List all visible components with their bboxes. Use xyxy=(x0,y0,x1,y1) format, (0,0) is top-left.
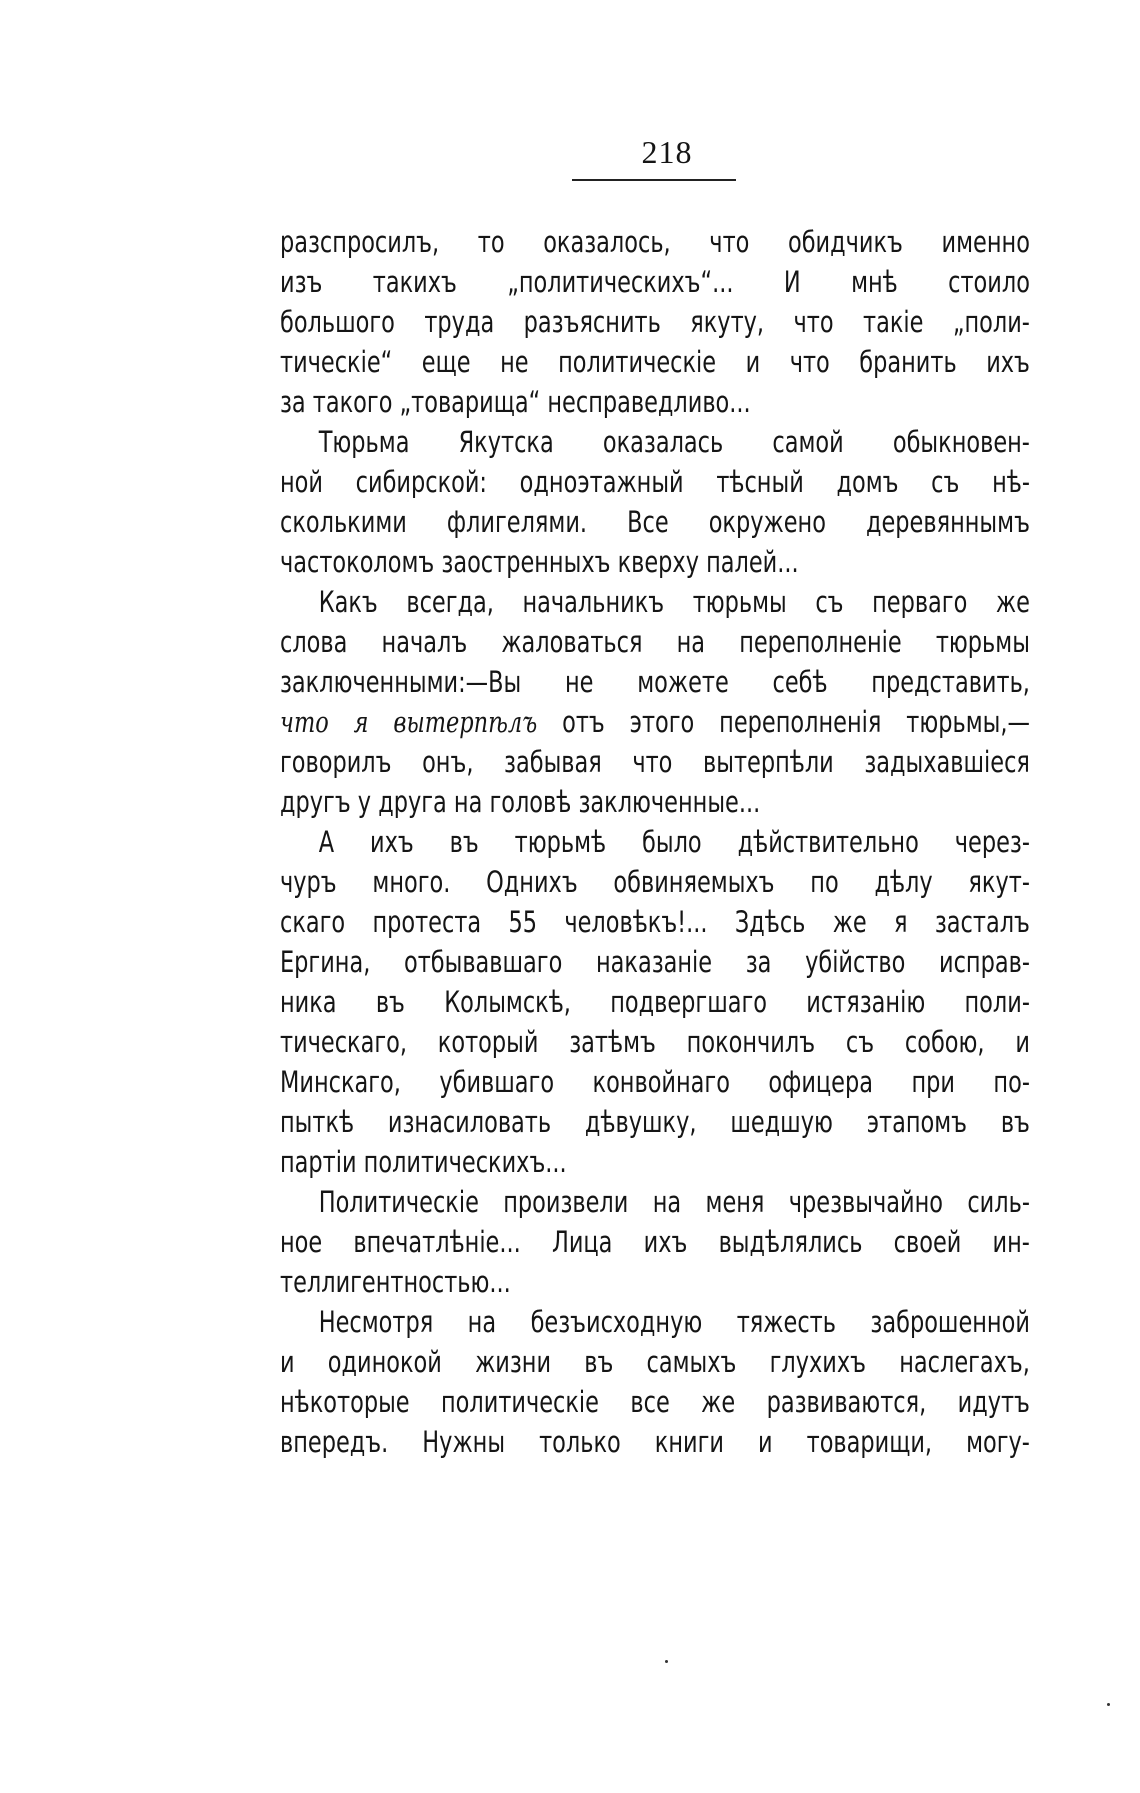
text-line: пыткѣ изнасиловать дѣвушку, шедшую этапомъ въ xyxy=(280,1105,1030,1139)
text-line: изъ такихъ „политическихъ“... И мнѣ стоило xyxy=(280,265,1030,299)
text-line: впередъ. Нужны только книги и товарищи, могу- xyxy=(280,1425,1030,1459)
text-line: тическаго, который затѣмъ покончилъ съ собою, и xyxy=(280,1025,1030,1059)
paper-speck xyxy=(1107,1703,1110,1706)
text-line: Тюрьма Якутска оказалась самой обыкновен- xyxy=(318,425,1030,459)
text-line: нѣкоторые политическіе все же развиваются, идутъ xyxy=(280,1385,1030,1419)
text-line: ника въ Колымскѣ, подвергшаго истязанію поли- xyxy=(280,985,1030,1019)
text-line: чуръ много. Однихъ обвиняемыхъ по дѣлу якут- xyxy=(280,865,1030,899)
page-number: 218 xyxy=(641,134,693,170)
text-line: большого труда разъяснить якуту, что такіе „поли- xyxy=(280,305,1030,339)
text-line: Какъ всегда, начальникъ тюрьмы съ перваго же xyxy=(318,585,1030,619)
text-line: другъ у друга на головѣ заключенные... xyxy=(280,785,761,819)
text-line-mixed xyxy=(280,702,1030,742)
text-line: разспросилъ, то оказалось, что обидчикъ именно xyxy=(280,225,1030,259)
text-line: сколькими флигелями. Все окружено деревяннымъ xyxy=(280,505,1030,539)
body-text xyxy=(280,222,1030,1462)
paper-speck xyxy=(665,1660,668,1663)
text-line: теллигентностью... xyxy=(280,1265,511,1299)
text-line: слова началъ жаловаться на переполненіе тюрьмы xyxy=(280,625,1030,659)
text-line: Политическіе произвели на меня чрезвычайно силь- xyxy=(318,1185,1030,1219)
text-line: Минскаго, убившаго конвойнаго офицера при по- xyxy=(280,1065,1030,1099)
text-line: партіи политическихъ... xyxy=(280,1145,567,1179)
text-line: заключенными:—Вы не можете себѣ представить, xyxy=(280,665,1030,699)
text-line: частоколомъ заостренныхъ кверху палей... xyxy=(280,545,799,579)
header-rule xyxy=(572,179,736,181)
text-line: скаго протеста 55 человѣкъ!... Здѣсь же я засталъ xyxy=(280,905,1030,939)
text-segment: отъ этого переполненія тюрьмы,— xyxy=(562,705,1030,739)
text-line: ное впечатлѣніе... Лица ихъ выдѣлялись своей ин- xyxy=(280,1225,1030,1259)
text-line: тическіе“ еще не политическіе и что бранить ихъ xyxy=(280,345,1030,379)
text-line: за такого „товарища“ несправедливо... xyxy=(280,385,751,419)
text-line: Ергина, отбывавшаго наказаніе за убійство исправ- xyxy=(280,945,1030,979)
text-line: Несмотря на безъисходную тяжесть заброшенной xyxy=(318,1305,1030,1339)
text-line: А ихъ въ тюрьмѣ было дѣйствительно через- xyxy=(318,825,1030,859)
text-line: и одинокой жизни въ самыхъ глухихъ наслегахъ, xyxy=(280,1345,1030,1379)
text-line: говорилъ онъ, забывая что вытерпѣли задыхавшіеся xyxy=(280,745,1030,779)
text-line: ной сибирской: одноэтажный тѣсный домъ съ нѣ- xyxy=(280,465,1030,499)
emphasized-phrase: что я вытерпѣлъ xyxy=(280,705,538,739)
